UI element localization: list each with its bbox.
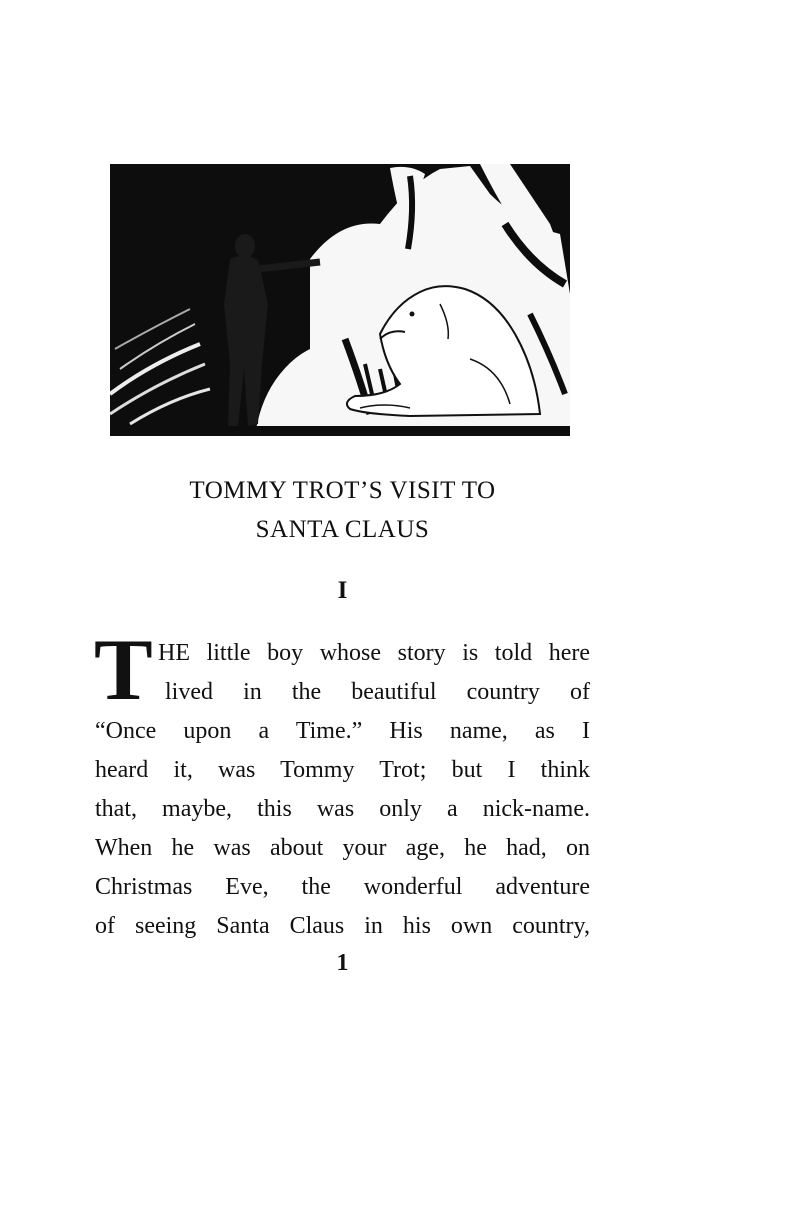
body-line: HE little boy whose story is told here xyxy=(158,640,590,666)
illustration-boy-and-polar-bear-icon xyxy=(110,164,570,436)
body-line: heard it, was Tommy Trot; but I think xyxy=(95,757,590,783)
body-line: “Once upon a Time.” His name, as I xyxy=(95,718,590,744)
chapter-title-line-1: TOMMY TROT’S VISIT TO xyxy=(189,477,496,504)
body-line: of seeing Santa Claus in his own country, xyxy=(95,913,590,939)
page-number: 1 xyxy=(336,950,349,976)
body-line: that, maybe, this was only a nick-name. xyxy=(95,796,590,822)
body-line: lived in the beautiful country of xyxy=(165,679,590,705)
body-line: When he was about your age, he had, on xyxy=(95,835,590,861)
body-line: Christmas Eve, the wonderful adventure xyxy=(95,874,590,900)
chapter-title-line-2: SANTA CLAUS xyxy=(255,516,430,543)
chapter-number: I xyxy=(337,577,348,604)
illustration xyxy=(110,164,570,436)
drop-cap: T xyxy=(94,622,153,719)
